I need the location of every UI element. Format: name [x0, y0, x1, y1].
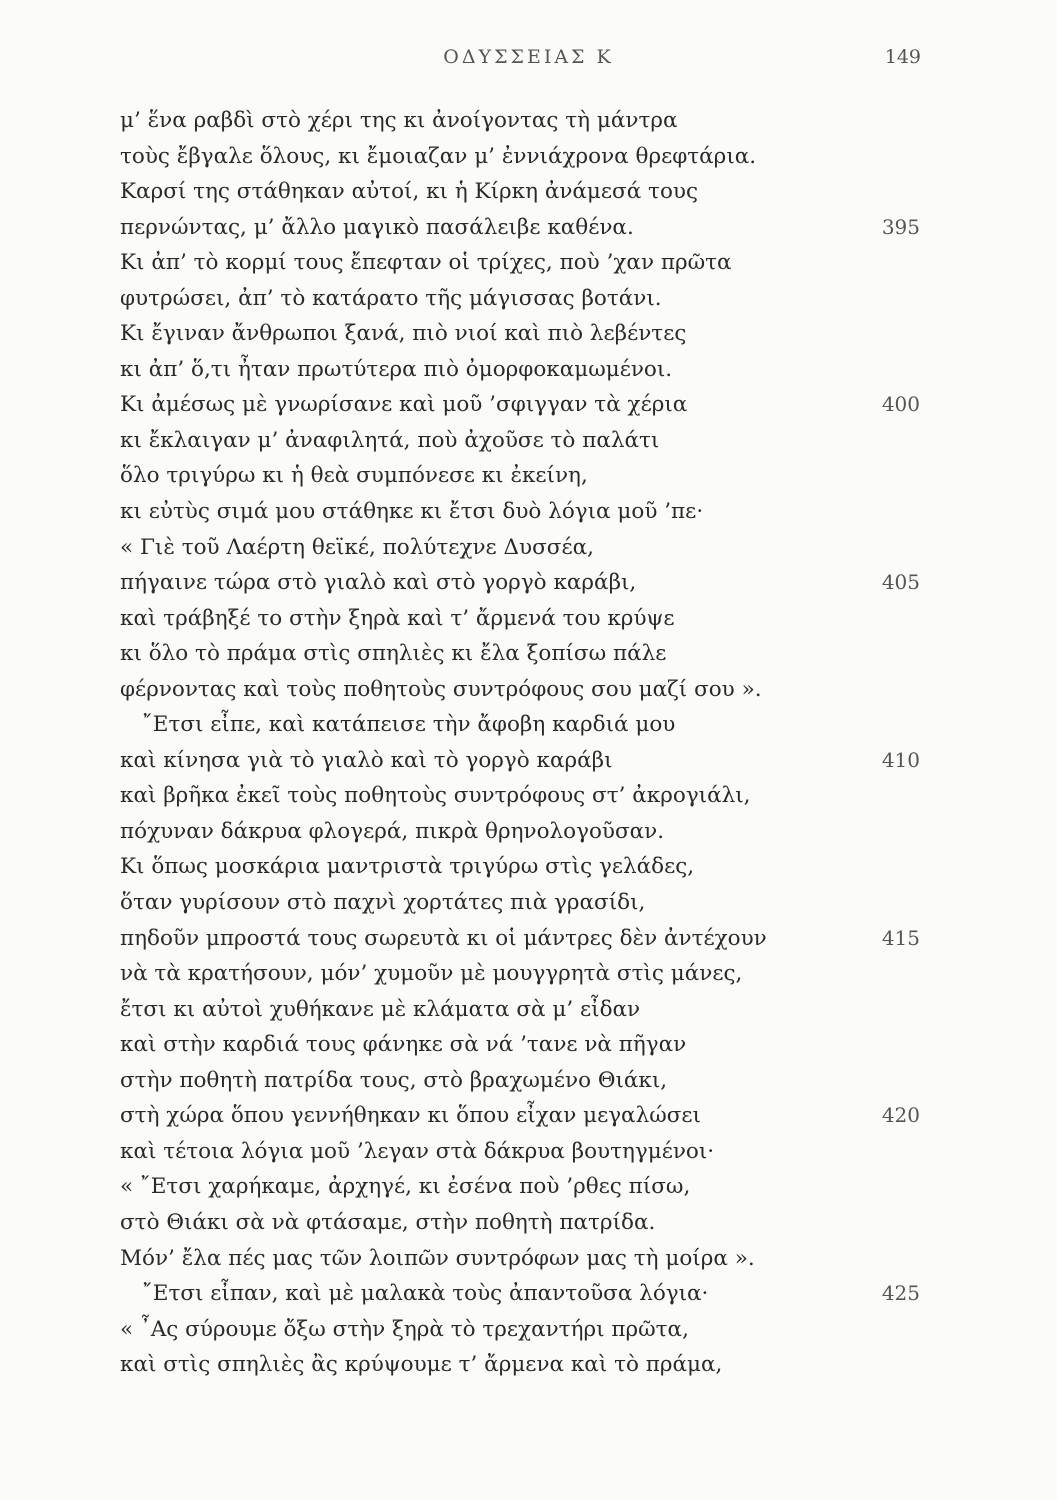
- verse-line: [120, 1063, 920, 1099]
- page-number: 149: [884, 46, 921, 68]
- verse-line: [120, 992, 920, 1028]
- verse-line-text: Κι ἀμέσως μὲ γνωρίσανε καὶ μοῦ ’σφιγγαν τὰ χέρια: [120, 392, 688, 418]
- verse-line: [120, 316, 920, 352]
- verse-line-text: φυτρώσει, ἀπ’ τὸ κατάρατο τῆς μάγισσας βοτάνι.: [120, 285, 662, 311]
- running-title: ΟΔΥΣΣΕΙΑΣ Κ: [443, 46, 614, 68]
- verse-line: [120, 352, 920, 388]
- verse-line-text: περνώντας, μ’ ἄλλο μαγικὸ πασάλειβε καθένα.: [120, 214, 634, 240]
- verse-line-text: ἔτσι κι αὐτοὶ χυθήκανε μὲ κλάματα σὰ μ’ εἶδαν: [120, 996, 641, 1022]
- verse-line-text: ῎Ετσι εἶπαν, καὶ μὲ μαλακὰ τοὺς ἀπαντοῦσα λόγια·: [142, 1281, 709, 1307]
- verse-line-text: πηδοῦν μπροστά τους σωρευτὰ κι οἱ μάντρες δὲν ἀντέχουν: [120, 925, 767, 951]
- line-number: 395: [881, 214, 920, 239]
- verse-line-text: κι ἔκλαιγαν μ’ ἀναφιλητά, ποὺ ἀχοῦσε τὸ παλάτι: [120, 427, 660, 453]
- verse-line-text: κι ἀπ’ ὅ,τι ἦταν πρωτύτερα πιὸ ὀμορφοκαμωμένοι.: [120, 356, 673, 382]
- line-number: 400: [881, 392, 920, 417]
- verse-line-text: « ῏Ας σύρουμε ὄξω στὴν ξηρὰ τὸ τρεχαντήρι πρῶτα,: [120, 1316, 689, 1342]
- line-number: 415: [881, 925, 920, 950]
- verse-line: [120, 849, 920, 885]
- verse-line: [120, 778, 920, 814]
- verse-line-text: Κι ἔγιναν ἄνθρωποι ξανά, πιὸ νιοί καὶ πιὸ λεβέντες: [120, 321, 687, 347]
- verse-line: [120, 1098, 920, 1134]
- verse-line: [120, 672, 920, 708]
- verse-line-text: « ῎Ετσι χαρήκαμε, ἀρχηγέ, κι ἐσένα ποὺ ’ρθες πίσω,: [120, 1174, 691, 1200]
- verse-line: [120, 1241, 920, 1277]
- verse-line: [120, 210, 920, 246]
- verse-line: [120, 956, 920, 992]
- verse-line-text: στὸ Θιάκι σὰ νὰ φτάσαμε, στὴν ποθητὴ πατρίδα.: [120, 1209, 656, 1235]
- verse-line-text: καὶ τράβηξέ το στὴν ξηρὰ καὶ τ’ ἄρμενά του κρύψε: [120, 605, 675, 631]
- verse-line-text: πήγαινε τώρα στὸ γιαλὸ καὶ στὸ γοργὸ καράβι,: [120, 570, 637, 596]
- verse-line-text: « Γιὲ τοῦ Λαέρτη θεϊκέ, πολύτεχνε Δυσσέα,: [120, 534, 594, 560]
- verse-line: [120, 281, 920, 317]
- verse-line: [120, 139, 920, 175]
- verse-line: [120, 245, 920, 281]
- verse-line: [120, 707, 920, 743]
- verse-line-text: καὶ κίνησα γιὰ τὸ γιαλὸ καὶ τὸ γοργὸ καράβι: [120, 747, 613, 773]
- verse-line: [120, 921, 920, 957]
- line-number: 420: [881, 1103, 920, 1128]
- verse-line: [120, 565, 920, 601]
- verse-line-text: ὅλο τριγύρω κι ἡ θεὰ συμπόνεσε κι ἐκείνη,: [120, 463, 588, 489]
- verse-line-text: καὶ τέτοια λόγια μοῦ ’λεγαν στὰ δάκρυα βουτηγμένοι·: [120, 1138, 715, 1164]
- verse-line-text: Κι ὅπως μοσκάρια μαντριστὰ τριγύρω στὶς γελάδες,: [120, 854, 695, 880]
- verse-line-text: στὴν ποθητὴ πατρίδα τους, στὸ βραχωμένο Θιάκι,: [120, 1067, 668, 1093]
- verse-line: [120, 743, 920, 779]
- verse-line: [120, 387, 920, 423]
- verse-line-text: στὴ χώρα ὅπου γεννήθηκαν κι ὅπου εἶχαν μεγαλώσει: [120, 1103, 701, 1129]
- verse-line-text: Καρσί της στάθηκαν αὐτοί, κι ἡ Κίρκη ἀνάμεσά τους: [120, 179, 699, 205]
- line-number: 425: [881, 1281, 920, 1306]
- verse-line-text: κι ὅλο τὸ πράμα στὶς σπηλιὲς κι ἔλα ξοπίσω πάλε: [120, 641, 667, 667]
- verse-line-text: καὶ στὶς σπηλιὲς ἂς κρύψουμε τ’ ἄρμενα καὶ τὸ πράμα,: [120, 1352, 723, 1378]
- line-number: 410: [881, 747, 920, 772]
- verse-line-text: μ’ ἕνα ραβδὶ στὸ χέρι της κι ἀνοίγοντας τὴ μάντρα: [120, 108, 678, 133]
- verse-line-text: ῎Ετσι εἶπε, καὶ κατάπεισε τὴν ἄφοβη καρδιά μου: [142, 712, 676, 738]
- verse-line-text: Μόν’ ἔλα πές μας τῶν λοιπῶν συντρόφων μας τὴ μοίρα ».: [120, 1245, 755, 1271]
- verse-line: [120, 636, 920, 672]
- verse-line: [120, 1312, 920, 1348]
- verse-line-text: κι εὐτὺς σιμά μου στάθηκε κι ἔτσι δυὸ λόγια μοῦ ’πε·: [120, 499, 704, 525]
- verse-line-text: νὰ τὰ κρατήσουν, μόν’ χυμοῦν μὲ μουγγρητὰ στὶς μάνες,: [120, 961, 743, 987]
- verse-line-text: καὶ στὴν καρδιά τους φάνηκε σὰ νά ’τανε νὰ πῆγαν: [120, 1032, 687, 1058]
- running-head: [0, 46, 1057, 78]
- verse-line: [120, 103, 920, 139]
- verse-line-text: ὅταν γυρίσουν στὸ παχνὶ χορτάτες πιὰ γρασίδι,: [120, 890, 646, 916]
- verse-line: [120, 601, 920, 637]
- verse-line: [120, 885, 920, 921]
- verse-block: [120, 103, 920, 1383]
- verse-line-text: καὶ βρῆκα ἐκεῖ τοὺς ποθητοὺς συντρόφους στ’ ἀκρογιάλι,: [120, 783, 751, 809]
- verse-line: [120, 423, 920, 459]
- line-number: 405: [881, 570, 920, 595]
- verse-line-text: φέρνοντας καὶ τοὺς ποθητοὺς συντρόφους σου μαζί σου ».: [120, 676, 762, 702]
- verse-line: [120, 1134, 920, 1170]
- verse-line: [120, 814, 920, 850]
- verse-line: [120, 530, 920, 566]
- verse-line: [120, 1027, 920, 1063]
- verse-line-text: πόχυναν δάκρυα φλογερά, πικρὰ θρηνολογοῦσαν.: [120, 818, 665, 844]
- verse-line: [120, 1276, 920, 1312]
- verse-line-text: τοὺς ἔβγαλε ὅλους, κι ἔμοιαζαν μ’ ἐννιάχρονα θρεφτάρια.: [120, 143, 757, 169]
- verse-line: [120, 1169, 920, 1205]
- verse-line: [120, 458, 920, 494]
- verse-line: [120, 1347, 920, 1383]
- verse-line: [120, 494, 920, 530]
- verse-line: [120, 1205, 920, 1241]
- verse-line: [120, 174, 920, 210]
- verse-line-text: Κι ἀπ’ τὸ κορμί τους ἔπεφταν οἱ τρίχες, ποὺ ’χαν πρῶτα: [120, 250, 732, 276]
